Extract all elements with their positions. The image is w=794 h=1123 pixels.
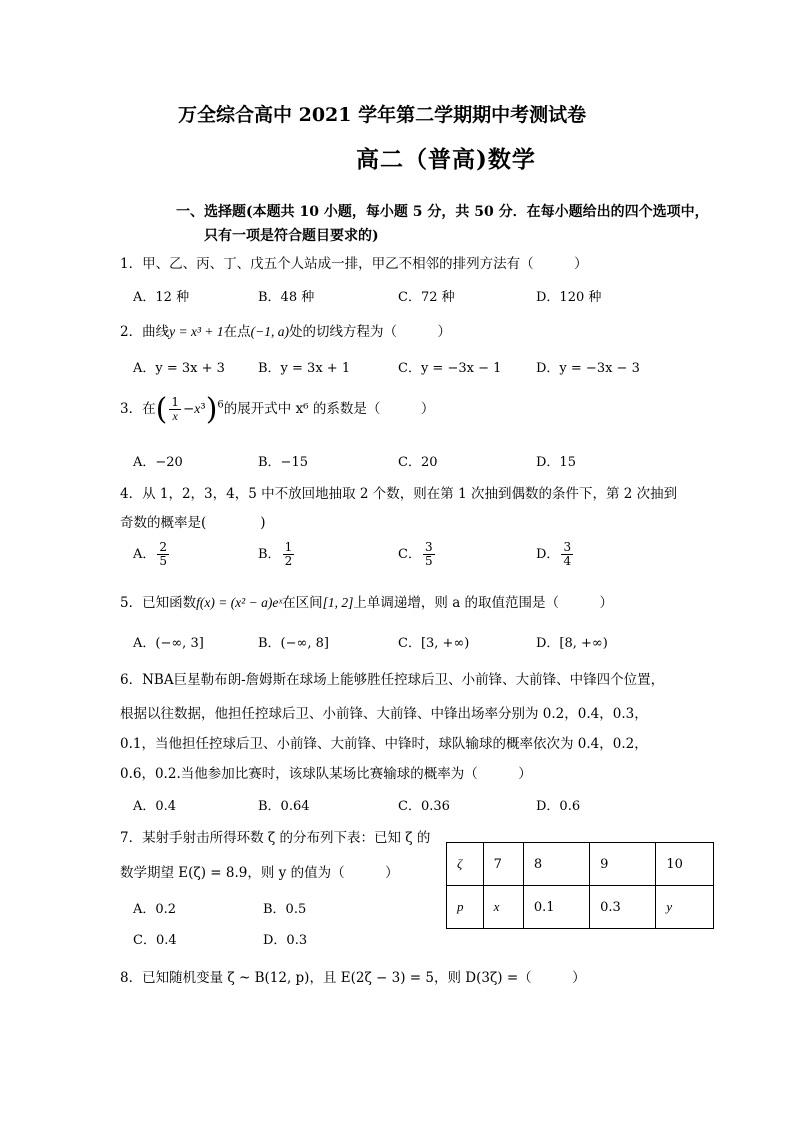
q4-option-c: C． $\frac{3}{5}$ [398, 540, 433, 568]
q7-option-c: C．0.4 [133, 933, 177, 948]
q4-option-d: D． $\frac{3}{4}$ [536, 540, 572, 568]
left-paren: ( [155, 392, 168, 427]
q1-option-a: A．12 种 [133, 290, 190, 305]
question-6-stem-4: 0.6，0.2.当他参加比赛时，该球队某场比赛输球的概率为（ ） [120, 766, 532, 782]
q2-point: (−1, a) [250, 324, 289, 339]
q4-option-b: B． $\frac{1}{2}$ [258, 540, 293, 568]
table-row [447, 886, 714, 929]
q1-option-c: C．72 种 [398, 290, 455, 305]
q6-option-d: D．0.6 [536, 799, 581, 814]
question-4-stem: 4．从 1，2，3，4，5 中不放回地抽取 2 个数，则在第 1 次抽到偶数的条件下，第 2 次抽到 [120, 486, 678, 502]
q3-option-d: D．15 [536, 455, 576, 470]
q2-option-d: D．y = −3x − 3 [536, 361, 640, 376]
question-1-stem: 1．甲、乙、丙、丁、戊五个人站成一排，甲乙不相邻的排列方法有（ ） [120, 256, 588, 272]
question-8-stem: 8．已知随机变量 ζ ~ B(12, p)，且 E(2ζ − 3) = 5，则 D(3ζ) =（ ） [120, 970, 586, 986]
q3-minus-term: −x³ [182, 401, 206, 417]
question-2-stem [120, 320, 451, 340]
table-cell: 7 [483, 843, 523, 886]
question-7-stem-cont: 数学期望 E(ζ) = 8.9，则 y 的值为（ ） [120, 865, 399, 881]
table-cell: 10 [656, 843, 714, 886]
q3-fraction: $\frac{1}{x}$ [171, 395, 179, 423]
q3-prefix: 3．在 [120, 401, 156, 417]
q5-function: f(x) = (x² − a)eˣ [196, 595, 283, 610]
question-5-stem: 5．已知函数f(x) = (x² − a)eˣ在区间[1, 2]上单调递增，则 a 的取值范围是（ ） [120, 595, 614, 611]
distribution-table [446, 842, 714, 929]
table-cell: 9 [590, 843, 656, 886]
table-cell: y [656, 886, 714, 929]
section-heading-cont: 只有一项是符合题目要求的) [204, 228, 379, 244]
q5-option-b: B．(−∞, 8] [258, 636, 329, 651]
table-cell: 8 [523, 843, 589, 886]
question-4-stem-cont: 奇数的概率是( ) [120, 515, 266, 531]
q6-option-a: A．0.4 [133, 799, 177, 814]
q5-option-d: D．[8, +∞) [536, 636, 608, 651]
question-6-stem-3: 0.1，当他担任控球后卫、小前锋、大前锋、中锋时，球队输球的概率依次为 0.4，0.2， [120, 736, 648, 752]
q3-option-a: A．−20 [133, 455, 183, 470]
table-cell: p [447, 886, 484, 929]
q6-option-b: B．0.64 [258, 799, 310, 814]
q5-interval: [1, 2] [322, 595, 354, 610]
q7-option-a: A．0.2 [133, 902, 177, 917]
q7-option-d: D．0.3 [263, 933, 308, 948]
q3-option-b: B．−15 [258, 455, 308, 470]
question-6-stem-2: 根据以往数据，他担任控球后卫、小前锋、大前锋、中锋出场率分别为 0.2，0.4，0.3， [120, 706, 648, 722]
q2-suffix: 处的切线方程为（ ） [288, 324, 451, 340]
question-3-stem: 3．在( $\frac{1}{x}$ −x³)$^6$的展开式中 x⁶ 的系数是（ ） [120, 392, 435, 427]
q5-option-a: A．(−∞, 3] [133, 636, 204, 651]
table-cell: ζ [447, 843, 484, 886]
q2-option-a: A．y = 3x + 3 [133, 361, 225, 376]
q2-option-c: C．y = −3x − 1 [398, 361, 502, 376]
q3-option-c: C．20 [398, 455, 438, 470]
page-title: 万全综合高中 2021 学年第二学期期中考测试卷 [178, 104, 587, 126]
q4-option-a: A． $\frac{2}{5}$ [133, 540, 168, 568]
q2-option-b: B．y = 3x + 1 [258, 361, 351, 376]
q7-option-b: B．0.5 [263, 902, 307, 917]
q1-option-b: B．48 种 [258, 290, 315, 305]
table-row [447, 843, 714, 886]
page-subtitle: 高二（普高)数学 [356, 146, 536, 173]
table-cell: 0.1 [523, 886, 589, 929]
q2-curve-expr: y = x³ + 1 [169, 324, 224, 339]
table-cell: 0.3 [590, 886, 656, 929]
question-7-stem: 7．某射手射击所得环数 ζ 的分布列下表：已知 ζ 的 [120, 830, 431, 846]
q1-option-d: D．120 种 [536, 290, 602, 305]
q6-option-c: C．0.36 [398, 799, 450, 814]
q3-suffix: 的展开式中 x⁶ 的系数是（ ） [223, 401, 435, 417]
table-cell: x [483, 886, 523, 929]
q2-mid: 在点 [223, 324, 251, 340]
q5-option-c: C．[3, +∞) [398, 636, 470, 651]
section-heading: 一、选择题(本题共 10 小题，每小题 5 分，共 50 分．在每小题给出的四个选项中， [176, 204, 709, 220]
question-6-stem: 6．NBA巨星勒布朗-詹姆斯在球场上能够胜任控球后卫、小前锋、大前锋、中锋四个位置， [120, 672, 665, 688]
q2-prefix: 2．曲线 [120, 324, 170, 340]
right-paren: ) [205, 392, 218, 427]
